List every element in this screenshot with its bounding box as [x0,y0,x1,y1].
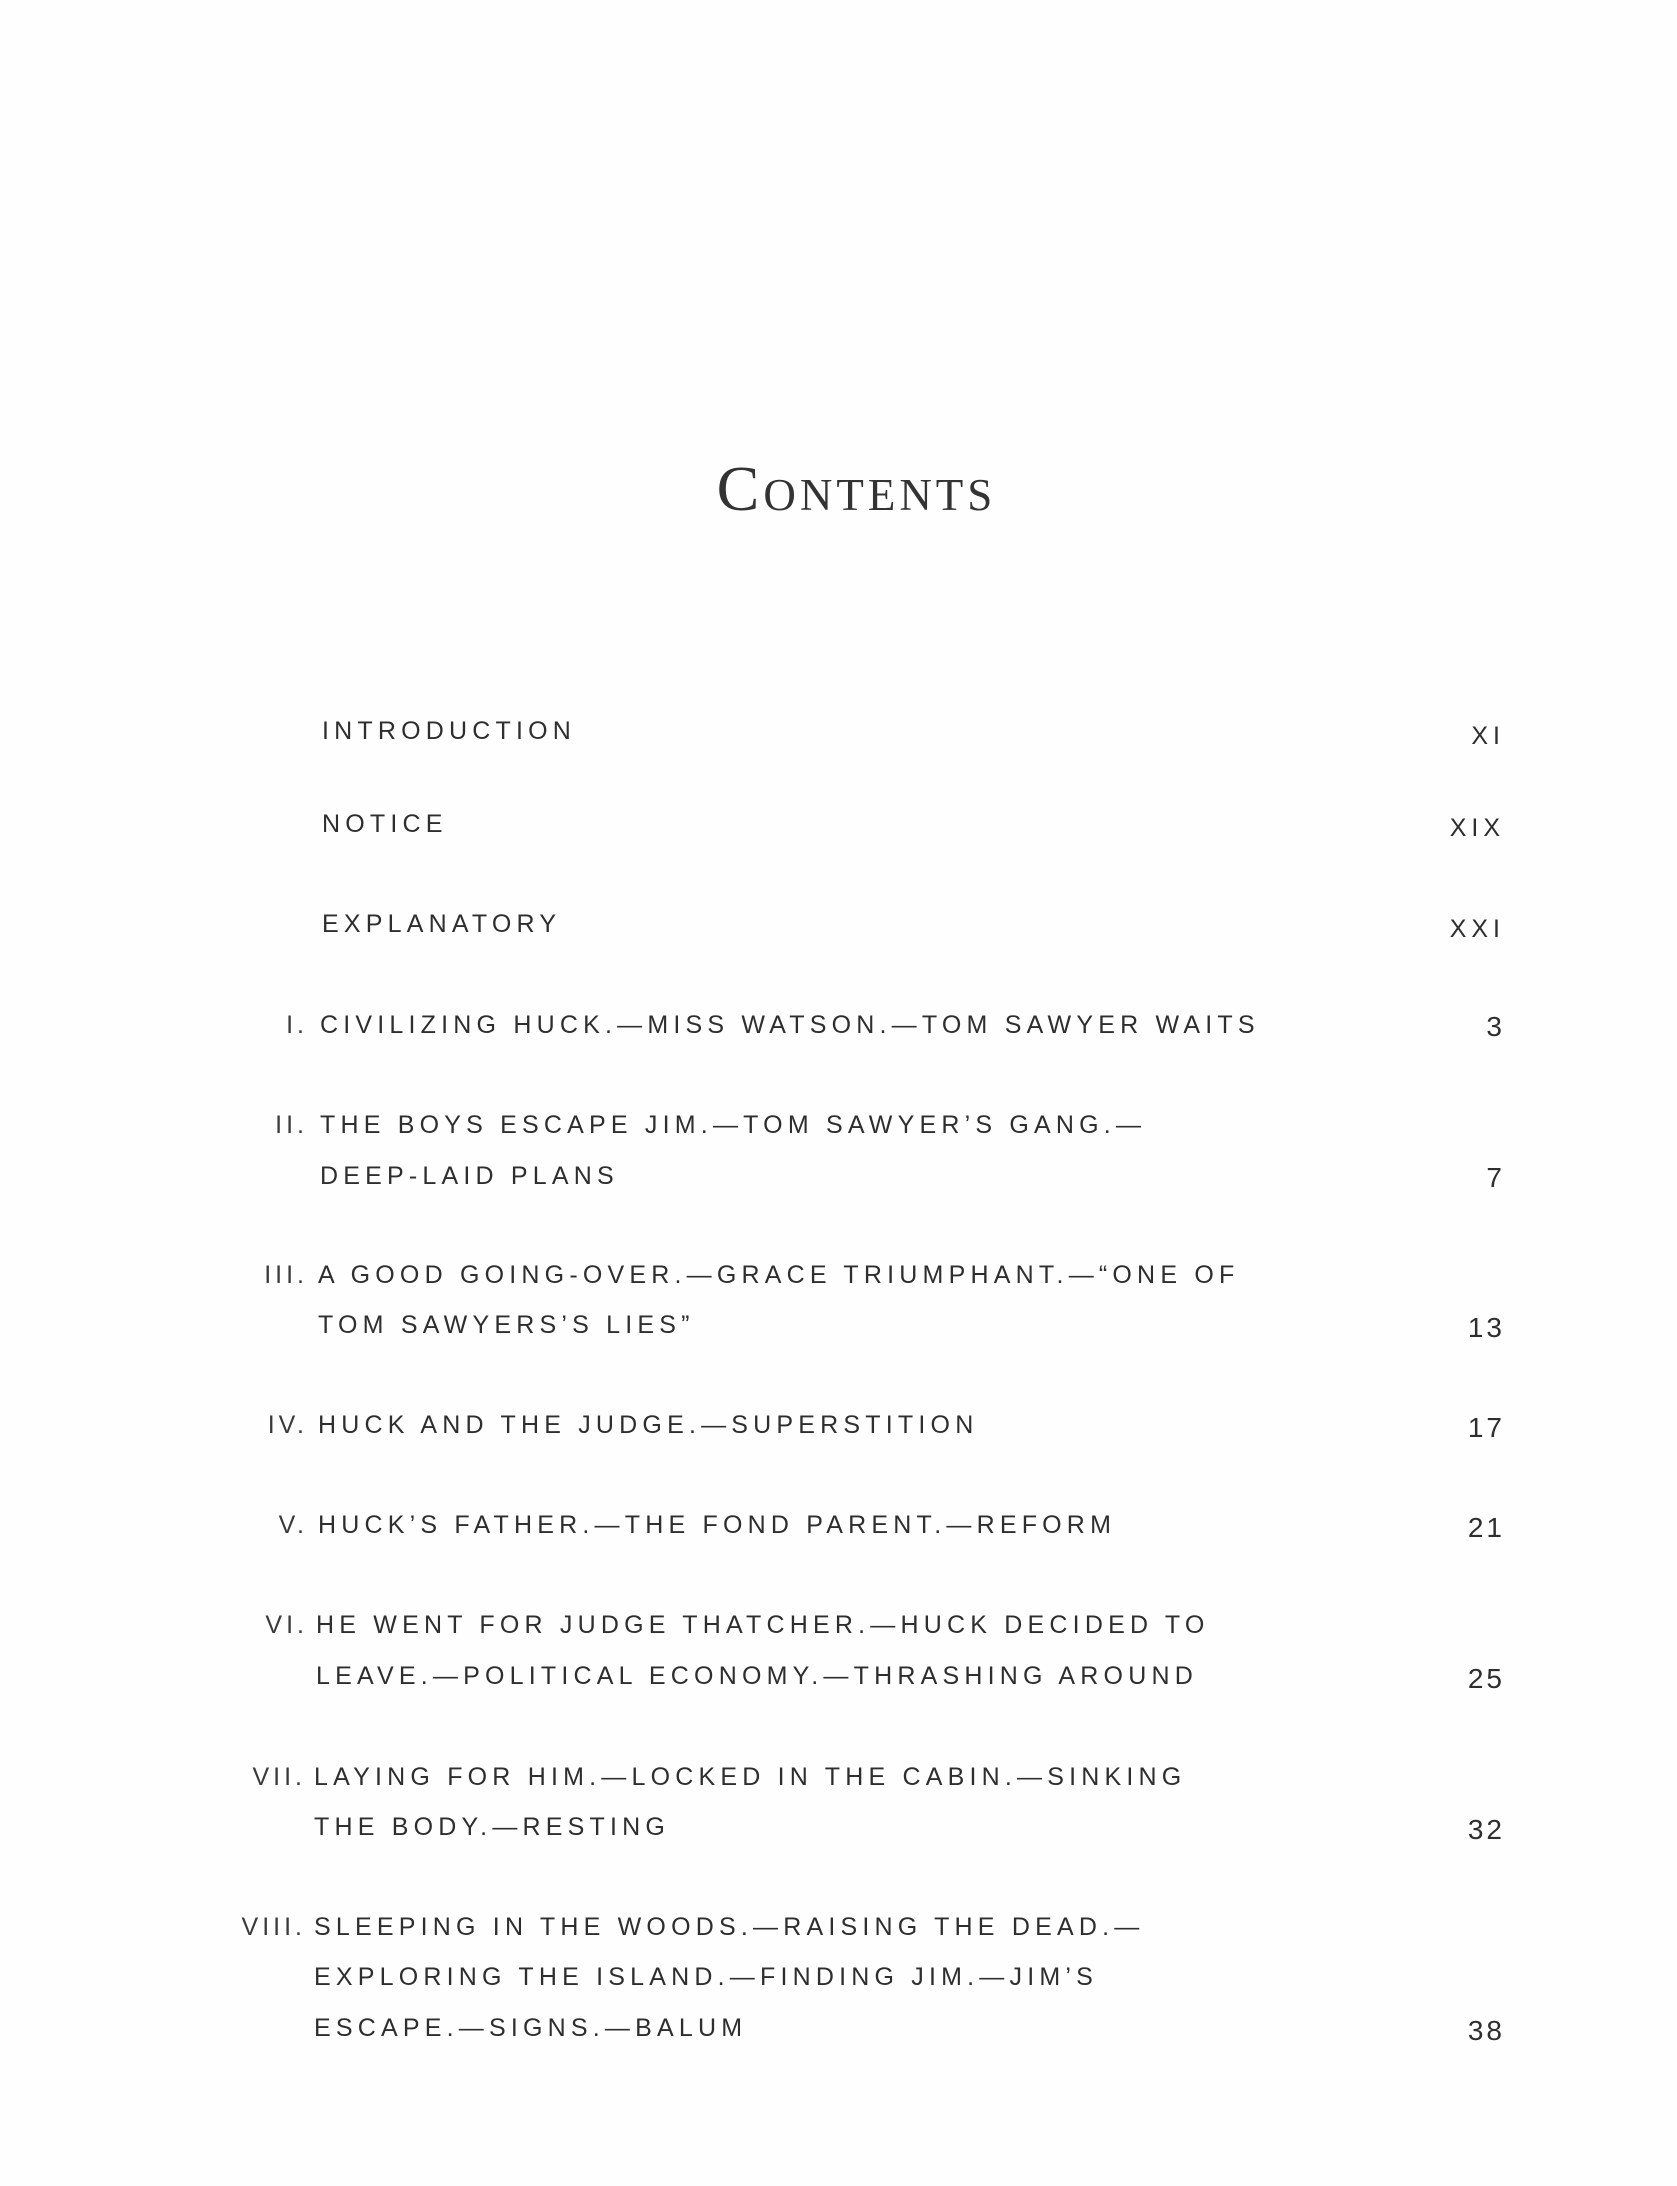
chapter-numeral: II. [275,1111,308,1139]
chapter-numeral: VIII. [241,1913,306,1941]
toc-page-number: XI [1471,722,1505,750]
chapter-numeral: III. [264,1261,308,1289]
chapter-title-line: THE BOYS ESCAPE JIM.—TOM SAWYER’S GANG.— [320,1111,1147,1139]
chapter-title-line: EXPLORING THE ISLAND.—FINDING JIM.—JIM’S [314,1963,1099,1991]
toc-page-number: 13 [1467,1312,1505,1343]
page-title: Contents [716,453,997,524]
toc-page-number: 25 [1467,1663,1505,1694]
chapter-title-line: LEAVE.—POLITICAL ECONOMY.—THRASHING AROUND [316,1662,1198,1690]
toc-page-number: XXI [1449,915,1505,943]
chapter-title-line: ESCAPE.—SIGNS.—BALUM [314,2014,748,2042]
chapter-numeral: V. [278,1511,308,1539]
toc-page-number: 7 [1486,1162,1505,1193]
toc-page-number: 21 [1467,1512,1505,1543]
chapter-title-line: DEEP-LAID PLANS [320,1162,619,1190]
chapter-numeral: VII. [252,1763,306,1791]
toc-page-number: 32 [1467,1814,1505,1845]
chapter-numeral: IV. [267,1411,308,1439]
chapter-numeral: VI. [265,1611,308,1639]
toc-page-number: 17 [1467,1412,1505,1443]
chapter-title-line: THE BODY.—RESTING [314,1813,671,1841]
chapter-title-line: CIVILIZING HUCK.—MISS WATSON.—TOM SAWYER WAITS [320,1011,1260,1039]
chapter-title-line: SLEEPING IN THE WOODS.—RAISING THE DEAD.— [314,1913,1145,1941]
chapter-title-line: HUCK AND THE JUDGE.—SUPERSTITION [318,1411,979,1439]
toc-entry-label: INTRODUCTION [322,717,577,745]
toc-page-number: XIX [1449,814,1505,842]
toc-page-number: 38 [1467,2015,1505,2046]
chapter-numeral: I. [286,1011,308,1039]
toc-entry-label: NOTICE [322,810,448,838]
chapter-title-line: A GOOD GOING-OVER.—GRACE TRIUMPHANT.—“ONE OF [318,1261,1240,1289]
chapter-title-line: LAYING FOR HIM.—LOCKED IN THE CABIN.—SINKING [314,1763,1187,1791]
chapter-title-line: HUCK’S FATHER.—THE FOND PARENT.—REFORM [318,1511,1117,1539]
chapter-title-line: HE WENT FOR JUDGE THATCHER.—HUCK DECIDED TO [316,1611,1210,1639]
toc-page-number: 3 [1486,1011,1505,1042]
chapter-title-line: TOM SAWYERS’S LIES” [318,1311,695,1339]
toc-entry-label: EXPLANATORY [322,910,562,938]
